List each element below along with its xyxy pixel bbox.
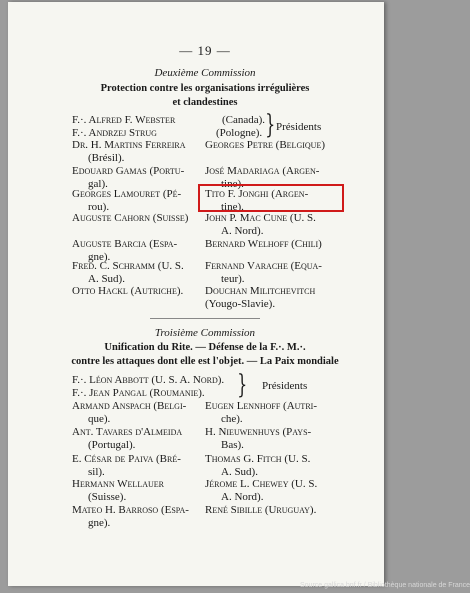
s3-right-4: René Sibille (Uruguay). xyxy=(205,504,317,516)
s3-left-5-b: (Suisse). xyxy=(88,491,127,503)
s2-left-0: F.·. Alfred F. Webster xyxy=(72,114,176,126)
s3-left-6-a: Mateo H. Barroso (Espa- xyxy=(72,504,189,516)
s2-left-4-a: Georges Lamouret (Pé- xyxy=(72,188,182,200)
section2-heading-line2: et clandestines xyxy=(172,97,238,108)
s3-right-3-a: Jérome L. Chewey (U. S. xyxy=(205,478,318,490)
s3-presidents-brace: } xyxy=(237,370,248,400)
highlight-box xyxy=(198,184,344,212)
source-credit: Source gallica.bnf.fr / Bibliothèque nationale de France xyxy=(300,582,470,589)
s2-right-0: (Canada). xyxy=(222,114,266,126)
section3-heading-line2: contre les attaques dont elle est l'objet. — La Paix mondiale xyxy=(71,356,339,367)
s3-left-3-a: Ant. Tavares d'Almeida xyxy=(72,426,183,438)
s2-presidents-brace: } xyxy=(265,110,276,140)
s2-left-7-a: Fred. C. Schramm (U. S. xyxy=(72,260,184,272)
s2-right-4-a: Tito F. Jonghi (Argen- xyxy=(205,188,309,200)
s3-right-0-b: che). xyxy=(221,413,243,425)
s3-left-4-a: E. César de Paiva (Bré- xyxy=(72,453,181,465)
s2-right-7-b: teur). xyxy=(221,273,245,285)
section2-heading-line1: Protection contre les organisations irrégulières xyxy=(100,83,310,94)
s2-right-4-b: tine). xyxy=(221,201,244,213)
s2-left-6-b: gne). xyxy=(88,251,111,263)
s2-right-2: Georges Petre (Belgique) xyxy=(205,139,325,151)
s2-right-8-b: (Yougo-Slavie). xyxy=(205,298,276,310)
s2-left-2-b: (Brésil). xyxy=(88,152,125,164)
s2-right-5-b: A. Nord). xyxy=(221,225,264,237)
s2-left-1: F.·. Andrzej Strug xyxy=(72,127,157,139)
s3-right-0-a: Eugen Lennhoff (Autri- xyxy=(205,400,317,412)
section3-heading-line1: Unification du Rite. — Défense de la F.·. M.·. xyxy=(104,342,306,353)
section-divider xyxy=(150,318,260,319)
s2-right-7-a: Fernand Varache (Equa- xyxy=(205,260,322,272)
s2-left-4-b: rou). xyxy=(88,201,110,213)
s3-left-2-b: que). xyxy=(88,413,111,425)
s2-left-2-a: Dr. H. Martins Ferreira xyxy=(72,139,186,151)
s2-right-6: Bernard Welhoff (Chili) xyxy=(205,238,322,250)
section2-title: Deuxième Commission xyxy=(154,67,256,79)
s3-left-6-b: gne). xyxy=(88,517,111,529)
s3-right-2-b: A. Sud). xyxy=(221,466,258,478)
s2-left-6-a: Auguste Barcia (Espa- xyxy=(72,238,178,250)
s3-right-2-a: Thomas G. Fitch (U. S. xyxy=(205,453,311,465)
s2-right-5-a: John P. Mac Cune (U. S. xyxy=(205,212,316,224)
s2-right-3-b: tine). xyxy=(221,178,244,190)
s2-left-7-b: A. Sud). xyxy=(88,273,125,285)
s2-left-3-a: Edouard Gamas (Portu- xyxy=(72,165,185,177)
s3-right-1-a: H. Nieuwenhuys (Pays- xyxy=(205,426,312,438)
s2-left-8: Otto Hackl (Autriche). xyxy=(72,285,184,297)
s2-right-8-a: Douchan Militchevitch xyxy=(205,285,316,297)
s2-right-3-a: José Madariaga (Argen- xyxy=(205,165,320,177)
s3-left-2-a: Armand Anspach (Belgi- xyxy=(72,400,187,412)
s3-left-4-b: sil). xyxy=(88,466,105,478)
page-number: — 19 — xyxy=(179,43,231,58)
s3-left-1: F.·. Jean Pangal (Roumanie). xyxy=(72,387,205,399)
s3-left-0: F.·. Léon Abbott (U. S. A. Nord). xyxy=(72,374,225,386)
section3-title: Troisième Commission xyxy=(154,327,256,339)
s3-right-3-b: A. Nord). xyxy=(221,491,264,503)
s3-left-5-a: Hermann Wellauer xyxy=(72,478,164,490)
s2-right-1: (Pologne). xyxy=(216,127,263,139)
s3-right-1-b: Bas). xyxy=(221,439,244,451)
s3-left-3-b: (Portugal). xyxy=(88,439,136,451)
s2-left-3-b: gal). xyxy=(88,178,108,190)
s2-presidents-label: Présidents xyxy=(276,121,322,133)
s2-left-5: Auguste Cahorn (Suisse) xyxy=(72,212,189,224)
s3-presidents-label: Présidents xyxy=(262,380,308,392)
